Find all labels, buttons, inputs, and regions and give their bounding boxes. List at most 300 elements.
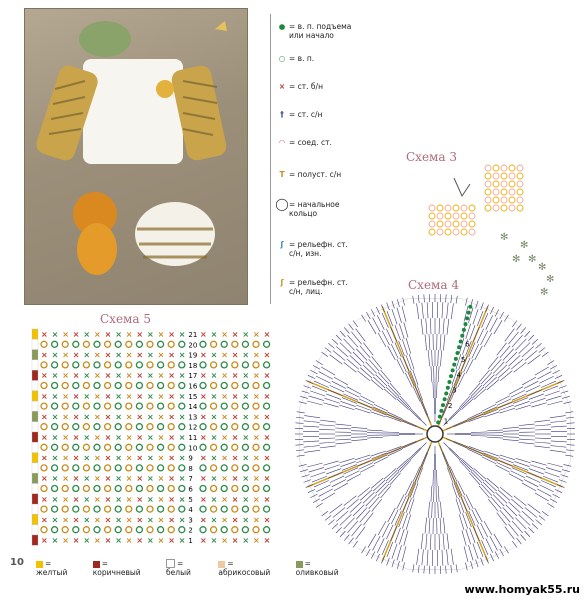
chain-stitch <box>179 527 185 533</box>
cross-stitch: × <box>104 412 112 422</box>
chain-stitch <box>136 444 142 450</box>
cross-stitch: × <box>136 515 144 525</box>
chain-stitch <box>83 341 89 347</box>
cross-stitch: × <box>115 536 122 545</box>
chain-stitch <box>136 424 142 430</box>
cross-stitch: × <box>263 474 271 484</box>
chain-stitch <box>221 403 227 409</box>
legend-item: ◠ = соед. ст. <box>275 138 332 147</box>
cross-stitch: × <box>200 391 207 401</box>
ring-icon: ◯ <box>275 197 289 211</box>
chain-stitch <box>158 403 164 409</box>
chain-stitch <box>232 424 238 430</box>
cross-stitch: × <box>104 433 112 442</box>
cross-stitch: × <box>94 391 101 401</box>
chain-stitch <box>168 444 174 450</box>
chain-stitch <box>200 506 206 512</box>
chain-stitch <box>200 403 206 409</box>
cross-icon: × <box>278 82 286 91</box>
cross-stitch: × <box>41 330 48 339</box>
chain-stitch <box>232 465 238 471</box>
color-legend <box>36 558 356 578</box>
chain-stitch <box>242 403 248 409</box>
cross-stitch: × <box>231 412 239 422</box>
chain-stitch <box>168 403 174 409</box>
row-color-band <box>32 525 38 535</box>
chain-stitch <box>52 527 58 533</box>
yellow-swatch <box>36 561 43 568</box>
dot-icon: ● <box>278 22 286 31</box>
chain-stitch <box>221 486 227 492</box>
chain-stitch <box>179 465 185 471</box>
apricot-swatch <box>218 561 225 568</box>
row-number: 17 <box>188 372 198 381</box>
cross-stitch: × <box>253 536 260 545</box>
cross-stitch: × <box>41 433 48 442</box>
cross-stitch: × <box>200 330 207 339</box>
chain-stitch <box>232 383 238 389</box>
cross-stitch: × <box>115 350 122 360</box>
chain-stitch <box>52 341 58 347</box>
chain-stitch <box>105 527 111 533</box>
cross-stitch: × <box>221 453 228 463</box>
chain-stitch <box>168 486 174 492</box>
chain-stitch <box>73 424 79 430</box>
round-number: 2 <box>448 402 453 411</box>
cross-stitch: × <box>157 494 165 504</box>
chain-stitch <box>264 424 270 430</box>
cross-stitch: × <box>157 453 165 463</box>
relief-front-icon: ʃ <box>280 278 284 287</box>
row-color-band <box>32 494 38 504</box>
chain-stitch <box>221 362 227 368</box>
chain-stitch <box>253 424 259 430</box>
flower-mark: ✻ <box>540 287 549 298</box>
chain-stitch <box>126 424 132 430</box>
legend-item: † = ст. с/н <box>275 110 322 119</box>
row-color-band <box>32 504 38 514</box>
color-legend-item: = белый <box>166 558 191 578</box>
chain-stitch <box>264 465 270 471</box>
cross-stitch: × <box>41 350 48 360</box>
cross-stitch: × <box>125 536 133 545</box>
scheme-3-title: Схема 3 <box>406 150 457 164</box>
flower-mark: ✻ <box>546 274 555 285</box>
cross-stitch: × <box>115 330 122 339</box>
chain-stitch <box>83 506 89 512</box>
chain-stitch <box>73 403 79 409</box>
cross-stitch: × <box>168 391 175 401</box>
cross-stitch: × <box>210 391 218 401</box>
half-double-crochet-icon: T <box>279 170 285 179</box>
row-color-band <box>32 381 38 391</box>
cross-stitch: × <box>136 330 144 339</box>
chain-stitch <box>242 465 248 471</box>
chain-stitch <box>179 486 185 492</box>
cross-stitch: × <box>168 453 175 463</box>
cross-stitch: × <box>178 536 186 545</box>
chain-stitch <box>115 444 121 450</box>
chain-stitch <box>158 362 164 368</box>
row-number: 4 <box>188 506 193 515</box>
cross-stitch: × <box>94 494 101 504</box>
cross-stitch: × <box>263 350 271 360</box>
chain-stitch <box>73 486 79 492</box>
chain-stitch <box>94 403 100 409</box>
chain-stitch <box>242 506 248 512</box>
row-color-band <box>32 329 38 339</box>
cross-stitch: × <box>200 515 207 525</box>
cross-stitch: × <box>178 453 186 463</box>
cross-stitch: × <box>210 453 218 463</box>
cross-stitch: × <box>178 350 186 360</box>
row-number: 1 <box>188 537 193 545</box>
cross-stitch: × <box>168 412 175 422</box>
cross-stitch: × <box>157 536 165 545</box>
legend-item: ○ = в. п. <box>275 54 314 63</box>
chain-stitch <box>62 424 68 430</box>
chain-stitch <box>253 403 259 409</box>
chain-stitch <box>242 486 248 492</box>
chain-stitch <box>115 465 121 471</box>
cross-stitch: × <box>136 453 144 463</box>
chain-stitch <box>147 424 153 430</box>
cross-stitch: × <box>62 371 69 381</box>
cross-stitch: × <box>263 494 271 504</box>
cross-stitch: × <box>72 412 80 422</box>
chain-stitch <box>232 403 238 409</box>
cross-stitch: × <box>136 391 144 401</box>
chain-stitch <box>264 506 270 512</box>
row-color-band <box>32 360 38 370</box>
cross-stitch: × <box>210 536 218 545</box>
cross-stitch: × <box>83 474 91 484</box>
chain-stitch <box>41 527 47 533</box>
chain-stitch <box>253 465 259 471</box>
chain-stitch <box>253 444 259 450</box>
olive-swatch <box>296 561 303 568</box>
chain-stitch <box>264 383 270 389</box>
chain-stitch <box>115 486 121 492</box>
cross-stitch: × <box>51 515 59 525</box>
cross-stitch: × <box>253 494 260 504</box>
cross-stitch: × <box>178 474 186 484</box>
chain-stitch <box>126 527 132 533</box>
chain-stitch <box>83 465 89 471</box>
chain-stitch <box>158 383 164 389</box>
cross-stitch: × <box>41 371 48 381</box>
cross-stitch: × <box>104 494 112 504</box>
chain-stitch <box>41 444 47 450</box>
chain-stitch <box>62 527 68 533</box>
cross-stitch: × <box>263 371 271 381</box>
chain-stitch <box>147 465 153 471</box>
cross-stitch: × <box>231 433 239 442</box>
cross-stitch: × <box>231 453 239 463</box>
cross-stitch: × <box>125 453 133 463</box>
cross-stitch: × <box>136 474 144 484</box>
cross-stitch: × <box>263 330 271 339</box>
chain-stitch <box>158 424 164 430</box>
chain-stitch <box>105 486 111 492</box>
chain-stitch <box>105 362 111 368</box>
chain-stitch <box>158 527 164 533</box>
cross-stitch: × <box>83 391 91 401</box>
cross-stitch: × <box>83 371 91 381</box>
cross-stitch: × <box>210 412 218 422</box>
cross-stitch: × <box>263 453 271 463</box>
cross-stitch: × <box>178 371 186 381</box>
cross-stitch: × <box>125 433 133 442</box>
row-color-band <box>32 411 38 421</box>
row-number: 5 <box>188 495 193 504</box>
chain-stitch <box>52 362 58 368</box>
cross-stitch: × <box>200 453 207 463</box>
chain-stitch <box>94 362 100 368</box>
cross-stitch: × <box>62 453 69 463</box>
cross-stitch: × <box>242 371 250 381</box>
flower-mark: ✻ <box>512 254 521 265</box>
cross-stitch: × <box>147 515 154 525</box>
cross-stitch: × <box>83 494 91 504</box>
cross-stitch: × <box>157 515 165 525</box>
cross-stitch: × <box>253 515 260 525</box>
chain-stitch <box>200 383 206 389</box>
round-number: 4 <box>456 371 462 380</box>
chain-stitch <box>52 383 58 389</box>
cross-stitch: × <box>168 494 175 504</box>
cross-stitch: × <box>104 371 112 381</box>
chain-stitch <box>126 383 132 389</box>
chain-stitch <box>200 444 206 450</box>
chain-stitch <box>253 527 259 533</box>
page-number: 10 <box>10 557 24 568</box>
cross-stitch: × <box>263 433 271 442</box>
chain-stitch <box>158 444 164 450</box>
cross-stitch: × <box>51 412 59 422</box>
cross-stitch: × <box>147 433 154 442</box>
chain-stitch <box>232 486 238 492</box>
cross-stitch: × <box>253 350 260 360</box>
cross-stitch: × <box>62 474 69 484</box>
row-color-band <box>32 473 38 483</box>
cross-stitch: × <box>263 536 271 545</box>
chain-stitch <box>200 465 206 471</box>
cross-stitch: × <box>210 330 218 339</box>
chain-stitch <box>73 527 79 533</box>
cross-stitch: × <box>253 474 260 484</box>
cross-stitch: × <box>115 453 122 463</box>
color-legend-item: = абрикосовый <box>218 559 271 577</box>
legend-item: ʃ = рельефн. ст. с/н, изн. <box>275 240 355 258</box>
chain-stitch <box>147 362 153 368</box>
cross-stitch: × <box>62 433 69 442</box>
row-color-band <box>32 391 38 401</box>
chain-stitch <box>83 424 89 430</box>
chain-stitch <box>41 506 47 512</box>
chain-stitch <box>147 486 153 492</box>
chain-stitch <box>94 341 100 347</box>
cross-stitch: × <box>104 350 112 360</box>
chain-stitch <box>62 341 68 347</box>
cross-stitch: × <box>242 330 250 339</box>
cross-stitch: × <box>263 412 271 422</box>
chain-stitch <box>179 383 185 389</box>
cross-stitch: × <box>253 330 260 339</box>
cross-stitch: × <box>94 412 101 422</box>
chain-stitch <box>94 383 100 389</box>
row-color-band <box>32 514 38 524</box>
site-url: www.homyak55.ru <box>464 583 580 596</box>
cross-stitch: × <box>83 536 91 545</box>
chain-stitch <box>253 486 259 492</box>
chain-stitch <box>221 465 227 471</box>
chain-stitch <box>136 486 142 492</box>
cross-stitch: × <box>231 474 239 484</box>
chain-stitch <box>147 341 153 347</box>
row-number: 18 <box>188 361 198 370</box>
chain-stitch <box>211 444 217 450</box>
chain-stitch <box>232 444 238 450</box>
chain-stitch <box>253 506 259 512</box>
chain-stitch <box>136 383 142 389</box>
chain-stitch <box>52 465 58 471</box>
cross-stitch: × <box>51 494 59 504</box>
chain-stitch <box>179 424 185 430</box>
cross-stitch: × <box>242 474 250 484</box>
chain-stitch <box>105 444 111 450</box>
cross-stitch: × <box>221 494 228 504</box>
cross-stitch: × <box>210 515 218 525</box>
cross-stitch: × <box>72 453 80 463</box>
chain-stitch <box>158 341 164 347</box>
chain-stitch <box>126 362 132 368</box>
cross-stitch: × <box>178 391 186 401</box>
legend-item: × = ст. б/н <box>275 82 323 91</box>
chain-stitch <box>253 362 259 368</box>
chain-stitch <box>221 527 227 533</box>
cross-stitch: × <box>231 350 239 360</box>
chain-stitch <box>105 341 111 347</box>
chain-stitch <box>264 444 270 450</box>
cross-stitch: × <box>242 515 250 525</box>
chain-stitch <box>136 527 142 533</box>
cross-stitch: × <box>72 515 80 525</box>
chain-stitch <box>62 383 68 389</box>
cross-stitch: × <box>115 474 122 484</box>
cross-stitch: × <box>157 474 165 484</box>
cross-stitch: × <box>242 412 250 422</box>
chain-stitch <box>94 424 100 430</box>
chain-stitch <box>211 424 217 430</box>
row-number: 21 <box>188 331 198 339</box>
cross-stitch: × <box>72 536 80 545</box>
chain-stitch <box>105 424 111 430</box>
chain-stitch <box>147 506 153 512</box>
chain-stitch <box>126 465 132 471</box>
row-number: 14 <box>188 403 198 412</box>
cross-stitch: × <box>41 536 48 545</box>
chain-stitch <box>52 506 58 512</box>
chain-stitch <box>158 465 164 471</box>
round-number: 6 <box>465 340 470 349</box>
chain-stitch <box>41 341 47 347</box>
cross-stitch: × <box>178 494 186 504</box>
cross-stitch: × <box>147 474 154 484</box>
row-color-band <box>32 463 38 473</box>
cross-stitch: × <box>136 350 144 360</box>
flower-mark: ✻ <box>500 232 509 243</box>
cross-stitch: × <box>231 391 239 401</box>
round-number: 3 <box>452 386 457 395</box>
cross-stitch: × <box>94 330 101 339</box>
chain-stitch <box>105 383 111 389</box>
cross-stitch: × <box>231 515 239 525</box>
cross-stitch: × <box>168 433 175 442</box>
row-color-band <box>32 453 38 463</box>
chain-stitch <box>41 403 47 409</box>
chain-stitch <box>232 341 238 347</box>
stitch-grid <box>32 329 270 545</box>
cross-stitch: × <box>62 412 69 422</box>
cross-stitch: × <box>168 536 175 545</box>
cross-stitch: × <box>41 515 48 525</box>
cross-stitch: × <box>41 412 48 422</box>
cross-stitch: × <box>51 330 59 339</box>
cross-stitch: × <box>115 494 122 504</box>
cross-stitch: × <box>157 350 165 360</box>
chain-stitch <box>52 403 58 409</box>
cross-stitch: × <box>231 371 239 381</box>
chain-stitch <box>115 403 121 409</box>
chain-stitch <box>264 403 270 409</box>
cross-stitch: × <box>115 412 122 422</box>
cross-stitch: × <box>200 474 207 484</box>
cross-stitch: × <box>72 494 80 504</box>
chain-stitch <box>242 341 248 347</box>
brown-swatch <box>93 561 100 568</box>
row-color-band <box>32 350 38 360</box>
circle-icon: ○ <box>278 54 286 63</box>
chain-stitch <box>211 403 217 409</box>
row-number: 8 <box>188 464 193 473</box>
chain-stitch <box>62 444 68 450</box>
chain-stitch <box>200 341 206 347</box>
cross-stitch: × <box>147 536 154 545</box>
chain-stitch <box>83 403 89 409</box>
cross-stitch: × <box>157 433 165 442</box>
cross-stitch: × <box>168 474 175 484</box>
chain-stitch <box>41 362 47 368</box>
cross-stitch: × <box>200 433 207 442</box>
chain-stitch <box>73 383 79 389</box>
chain-stitch <box>115 527 121 533</box>
chain-stitch <box>221 341 227 347</box>
chain-stitch <box>94 465 100 471</box>
cross-stitch: × <box>104 330 112 339</box>
cross-stitch: × <box>83 453 91 463</box>
chain-stitch <box>158 506 164 512</box>
cross-stitch: × <box>72 371 80 381</box>
chain-stitch <box>52 486 58 492</box>
chain-stitch <box>52 424 58 430</box>
chain-stitch <box>147 403 153 409</box>
chain-stitch <box>94 486 100 492</box>
chain-stitch <box>264 527 270 533</box>
chain-stitch <box>242 527 248 533</box>
cross-stitch: × <box>147 412 154 422</box>
cross-stitch: × <box>72 474 80 484</box>
